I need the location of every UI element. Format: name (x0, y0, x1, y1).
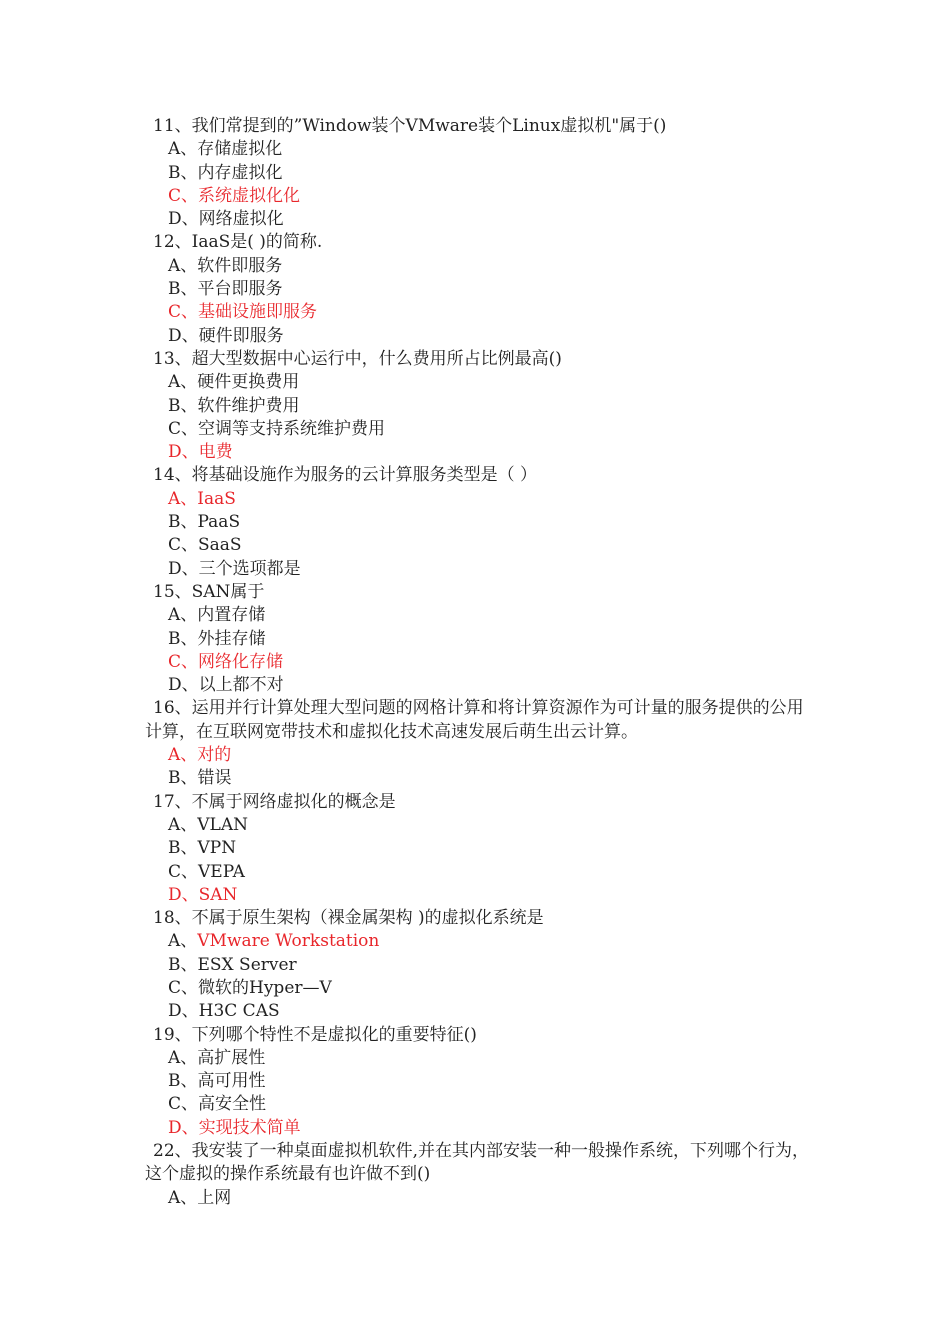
answer-option: A、VLAN (168, 814, 248, 835)
question-text: 18、不属于原生架构（裸金属架构 )的虚拟化系统是 (153, 908, 544, 929)
answer-option: B、平台即服务 (168, 279, 283, 300)
answer-option: D、以上都不对 (168, 675, 284, 696)
answer-option: A、存储虚拟化 (168, 139, 283, 160)
question-text: 19、下列哪个特性不是虚拟化的重要特征() (153, 1024, 477, 1045)
answer-option: B、外挂存储 (168, 628, 266, 649)
answer-option-correct: C、网络化存储 (168, 651, 284, 672)
answer-option-correct: A、IaaS (168, 488, 236, 509)
question-text: 17、不属于网络虚拟化的概念是 (153, 791, 396, 812)
answer-option: B、PaaS (168, 512, 241, 533)
answer-option: B、内存虚拟化 (168, 162, 283, 183)
answer-option: C、微软的Hyper—V (168, 977, 332, 998)
answer-option: A、内置存储 (168, 605, 266, 626)
answer-option-correct: A、对的 (168, 745, 232, 766)
answer-option: A、高扩展性 (168, 1047, 266, 1068)
question-text: 16、运用并行计算处理大型问题的网格计算和将计算资源作为可计量的服务提供的公用计算，在互联网宽带技术和虚拟化技术高速发展后萌生出云计算。 (145, 698, 804, 742)
answer-option-correct: C、系统虚拟化化 (168, 185, 301, 206)
question-text: 11、我们常提到的”Window装个VMware装个Linux虚拟机"属于() (153, 116, 667, 136)
answer-option-correct (0, 930, 950, 953)
question-text: 22、我安装了一种桌面虚拟机软件,并在其内部安装一种一般操作系统，下列哪个行为，这个虚拟的操作系统最有也许做不到() (145, 1141, 810, 1185)
question-text: 12、IaaS是( )的简称. (153, 232, 323, 253)
document-body (0, 115, 950, 1210)
answer-option: A、上网 (168, 1187, 232, 1208)
answer-option: D、硬件即服务 (168, 325, 284, 346)
question-text: 13、超大型数据中心运行中，什么费用所占比例最高() (153, 348, 562, 369)
answer-option: B、错误 (168, 768, 232, 789)
answer-option-prefix: A、 (168, 931, 198, 952)
answer-option-correct: D、SAN (168, 884, 238, 905)
answer-option: B、软件维护费用 (168, 395, 300, 416)
answer-option: D、H3C CAS (168, 1001, 280, 1022)
answer-option: C、空调等支持系统维护费用 (168, 418, 386, 439)
question-text: 15、SAN属于 (153, 581, 265, 602)
answer-option-correct: C、基础设施即服务 (168, 302, 318, 323)
answer-option: C、高安全性 (168, 1094, 267, 1115)
answer-option: A、软件即服务 (168, 255, 283, 276)
answer-option: B、ESX Server (168, 954, 297, 975)
answer-option: B、高可用性 (168, 1071, 266, 1092)
answer-option: D、三个选项都是 (168, 558, 301, 579)
answer-option: B、VPN (168, 838, 237, 859)
answer-option: A、硬件更换费用 (168, 372, 300, 393)
answer-option-label: VMware Workstation (197, 931, 380, 952)
answer-option: C、SaaS (168, 535, 242, 556)
question-text: 14、将基础设施作为服务的云计算服务类型是（ ） (153, 465, 538, 486)
answer-option-correct: D、实现技术简单 (168, 1117, 301, 1138)
answer-option-correct: D、电费 (168, 442, 233, 463)
answer-option: D、网络虚拟化 (168, 209, 284, 230)
answer-option: C、VEPA (168, 861, 245, 882)
